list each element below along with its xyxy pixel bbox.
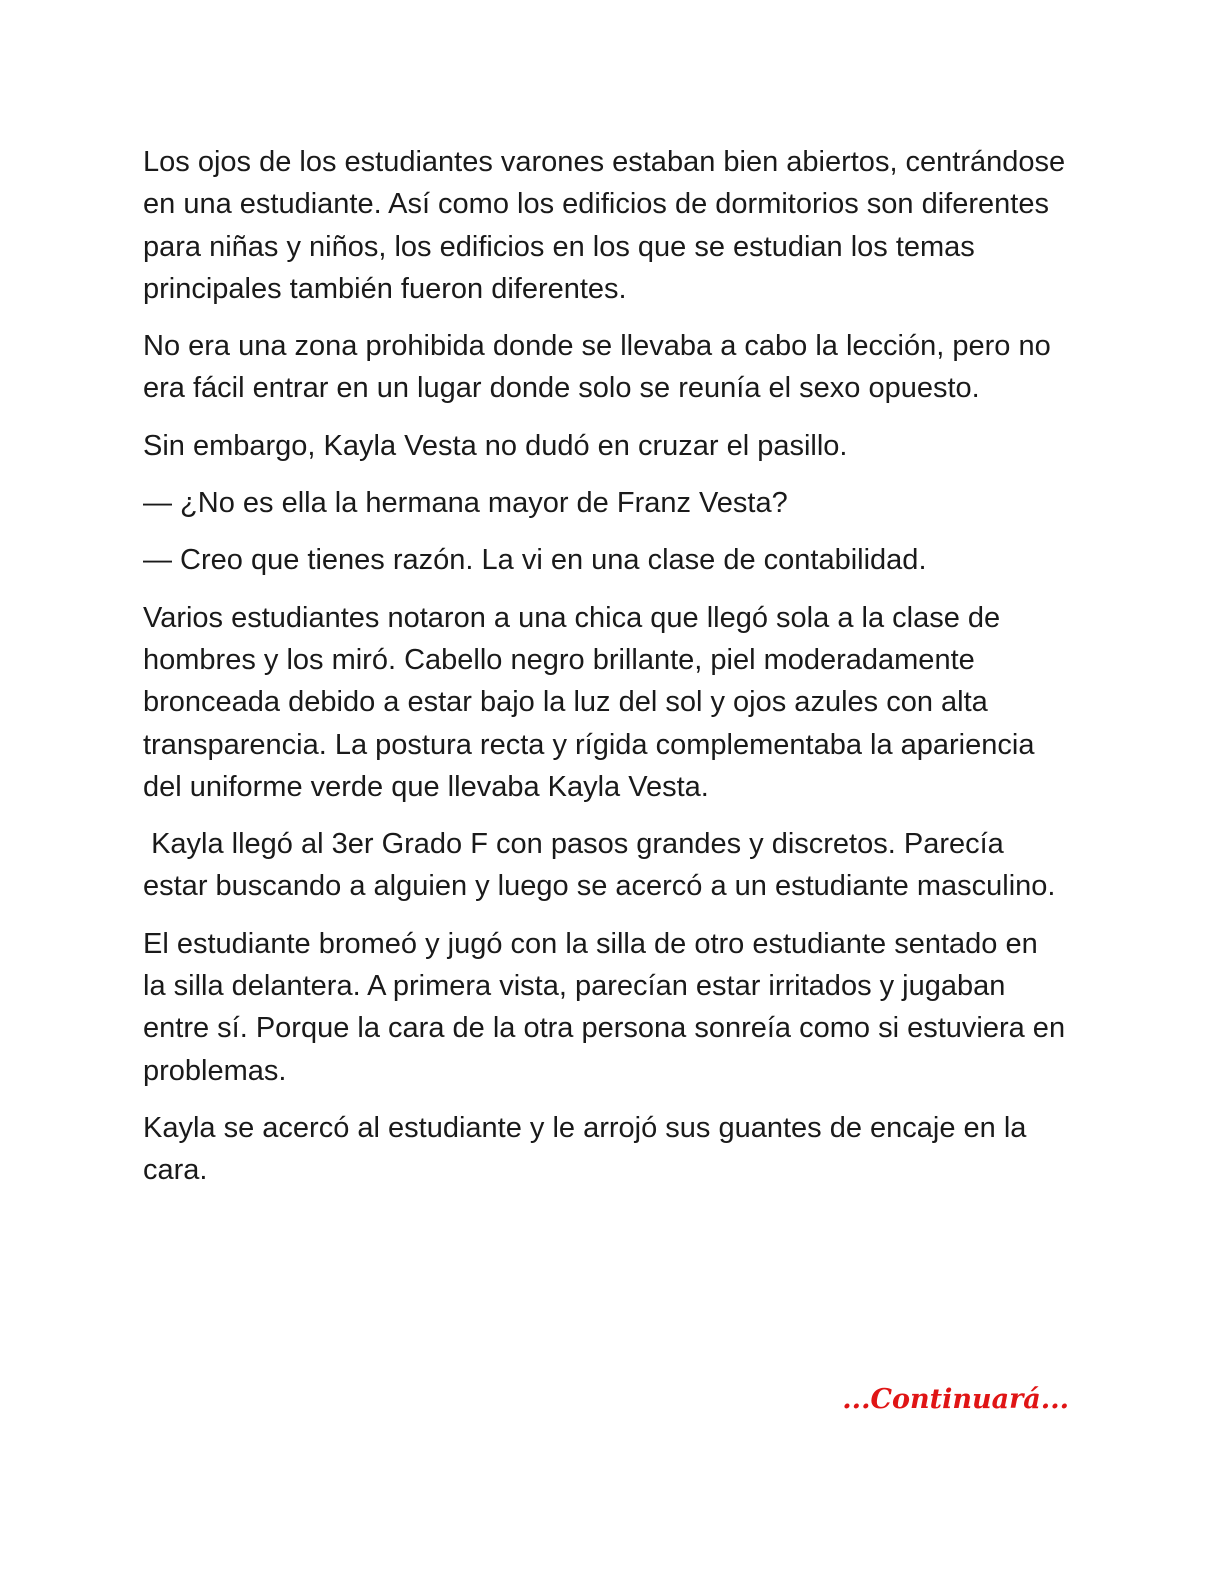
paragraph: Sin embargo, Kayla Vesta no dudó en cruzar el pasillo. bbox=[143, 429, 848, 462]
paragraph: Varios estudiantes notaron a una chica que llegó sola a la clase de hombres y los miró. Cabello negro brillante, piel moderadamente bronceada debido a estar bajo la luz del sol y ojos azules con alta transparencia. La postura recta y rígida complementaba la apariencia del uniforme verde que llevaba Kayla Vesta. bbox=[143, 601, 1035, 803]
paragraph: El estudiante bromeó y jugó con la silla de otro estudiante sentado en la silla delantera. A primera vista, parecían estar irritados y jugaban entre sí. Porque la cara de la otra persona sonreía como si estuviera en problemas. bbox=[143, 927, 1066, 1087]
story-text bbox=[143, 141, 1068, 1207]
paragraph: Los ojos de los estudiantes varones estaban bien abiertos, centrándose en una estudiante. Así como los edificios de dormitorios son diferentes para niñas y niños, los edificios en los que se estudian los temas principales también fueron diferentes. bbox=[143, 146, 1066, 305]
dialogue-line: — Creo que tienes razón. La vi en una clase de contabilidad. bbox=[143, 544, 927, 577]
paragraph: No era una zona prohibida donde se llevaba a cabo la lección, pero no era fácil entrar en un lugar donde solo se reunía el sexo opuesto. bbox=[143, 330, 1051, 405]
paragraph: Kayla llegó al 3er Grado F con pasos grandes y discretos. Parecía estar buscando a alguien y luego se acercó a un estudiante masculino. bbox=[143, 828, 1056, 903]
dialogue-line: — ¿No es ella la hermana mayor de Franz Vesta? bbox=[143, 487, 788, 520]
continuation-label: ...Continuará... bbox=[842, 1384, 1069, 1415]
paragraph: Kayla se acercó al estudiante y le arrojó sus guantes de encaje en la cara. bbox=[143, 1111, 1027, 1187]
